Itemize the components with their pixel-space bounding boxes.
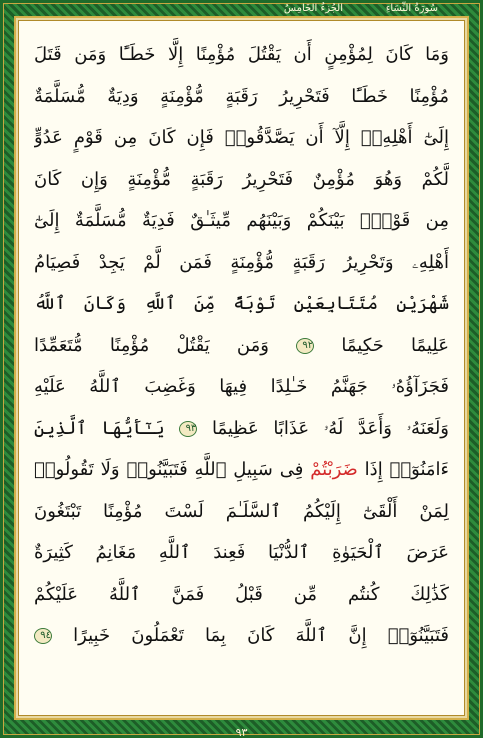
verse-line xyxy=(34,491,449,533)
verse-text: شَهْرَيْنِ مُتَتَابِعَيْنِ تَوْبَةً مِّنَ ٱللَّهِ وَكَانَ ٱللَّهُ xyxy=(34,293,449,314)
juz-label: الجُزءُ الخَامِسُ xyxy=(283,3,343,14)
verse-text: فِى سَبِيلِ ٱللَّهِ فَتَبَيَّنُوا۟ وَلَا تَقُولُوا۟ xyxy=(34,459,311,480)
verse-text: مِن قَوْمٍۭ بَيْنَكُمْ وَبَيْنَهُم مِّيثَـٰقٌ فَدِيَةٌ مُّسَلَّمَةٌ إِلَىٰٓ xyxy=(34,210,449,231)
verse-line xyxy=(34,159,449,201)
verse-text: مُؤْمِنًا خَطَـًٔا فَتَحْرِيرُ رَقَبَةٍ مُّؤْمِنَةٍ وَدِيَةٌ مُّسَلَّمَةٌ xyxy=(34,85,449,107)
page-number: ٩٣ xyxy=(235,726,248,739)
ayah-number-marker: ٩٢ xyxy=(296,338,314,354)
verse-line xyxy=(34,532,449,574)
verse-line xyxy=(34,449,449,491)
verse-text: عَرَضَ ٱلْحَيَوٰةِ ٱلدُّنْيَا فَعِندَ ٱللَّهِ مَغَانِمُ كَثِيرَةٌ xyxy=(34,542,449,563)
verse-text: وَمَن يَقْتُلْ مُؤْمِنًا مُّتَعَمِّدًا xyxy=(34,334,297,356)
verse-text: فَجَزَآؤُهُۥ جَهَنَّمُ خَـٰلِدًا فِيهَا وَغَضِبَ ٱللَّهُ عَلَيْهِ xyxy=(34,376,449,397)
verse-line xyxy=(34,76,449,118)
verse-text: إِلَىٰٓ أَهْلِهِۦٓ إِلَّآ أَن يَصَّدَّقُوا۟ فَإِن كَانَ مِن قَوْمٍ عَدُوٍّ xyxy=(34,127,449,148)
verse-text: يَـٰٓأَيُّهَا ٱلَّذِينَ xyxy=(34,417,180,439)
verse-line xyxy=(34,325,449,367)
verse-text-area xyxy=(34,34,449,698)
verse-line xyxy=(34,117,449,159)
verse-text: أَهْلِهِۦ وَتَحْرِيرُ رَقَبَةٍ مُّؤْمِنَةٍ فَمَن لَّمْ يَجِدْ فَصِيَامُ xyxy=(34,251,449,273)
verse-line xyxy=(34,615,449,657)
verse-text: عَلِيمًا حَكِيمًا xyxy=(314,334,449,356)
verse-text: لَّكُمْ وَهُوَ مُؤْمِنٌ فَتَحْرِيرُ رَقَبَةٍ مُّؤْمِنَةٍ وَإِن كَانَ xyxy=(34,168,449,190)
verse-line xyxy=(34,366,449,408)
verse-line xyxy=(34,408,449,450)
verse-text: فَتَبَيَّنُوٓا۟ إِنَّ ٱللَّهَ كَانَ بِمَا تَعْمَلُونَ خَبِيرًا xyxy=(52,625,449,646)
verse-line xyxy=(34,283,449,325)
verse-text: وَمَا كَانَ لِمُؤْمِنٍ أَن يَقْتُلَ مُؤْمِنًا إِلَّا خَطَـًٔا وَمَن قَتَلَ xyxy=(34,44,449,65)
page-header xyxy=(0,2,483,16)
highlighted-word: ضَرَبْتُمْ xyxy=(310,459,358,480)
verse-line xyxy=(34,34,449,76)
page-footer xyxy=(0,721,483,739)
verse-line xyxy=(34,242,449,284)
verse-line xyxy=(34,200,449,242)
verse-line xyxy=(34,574,449,616)
ayah-number-marker: ٩٤ xyxy=(34,628,52,644)
ayah-number-marker: ٩٣ xyxy=(179,421,197,437)
surah-label: سُورَةُ النِّسَاءِ xyxy=(385,3,438,14)
verse-text: وَلَعَنَهُۥ وَأَعَدَّ لَهُۥ عَذَابًا عَظِيمًا xyxy=(197,417,449,439)
verse-text: ءَامَنُوٓا۟ إِذَا xyxy=(357,459,449,480)
verse-text: كَذَٰلِكَ كُنتُم مِّن قَبْلُ فَمَنَّ ٱللَّهُ عَلَيْكُمْ xyxy=(34,583,449,605)
verse-text: لِمَنْ أَلْقَىٰٓ إِلَيْكُمُ ٱلسَّلَـٰمَ لَسْتَ مُؤْمِنًا تَبْتَغُونَ xyxy=(34,500,449,522)
